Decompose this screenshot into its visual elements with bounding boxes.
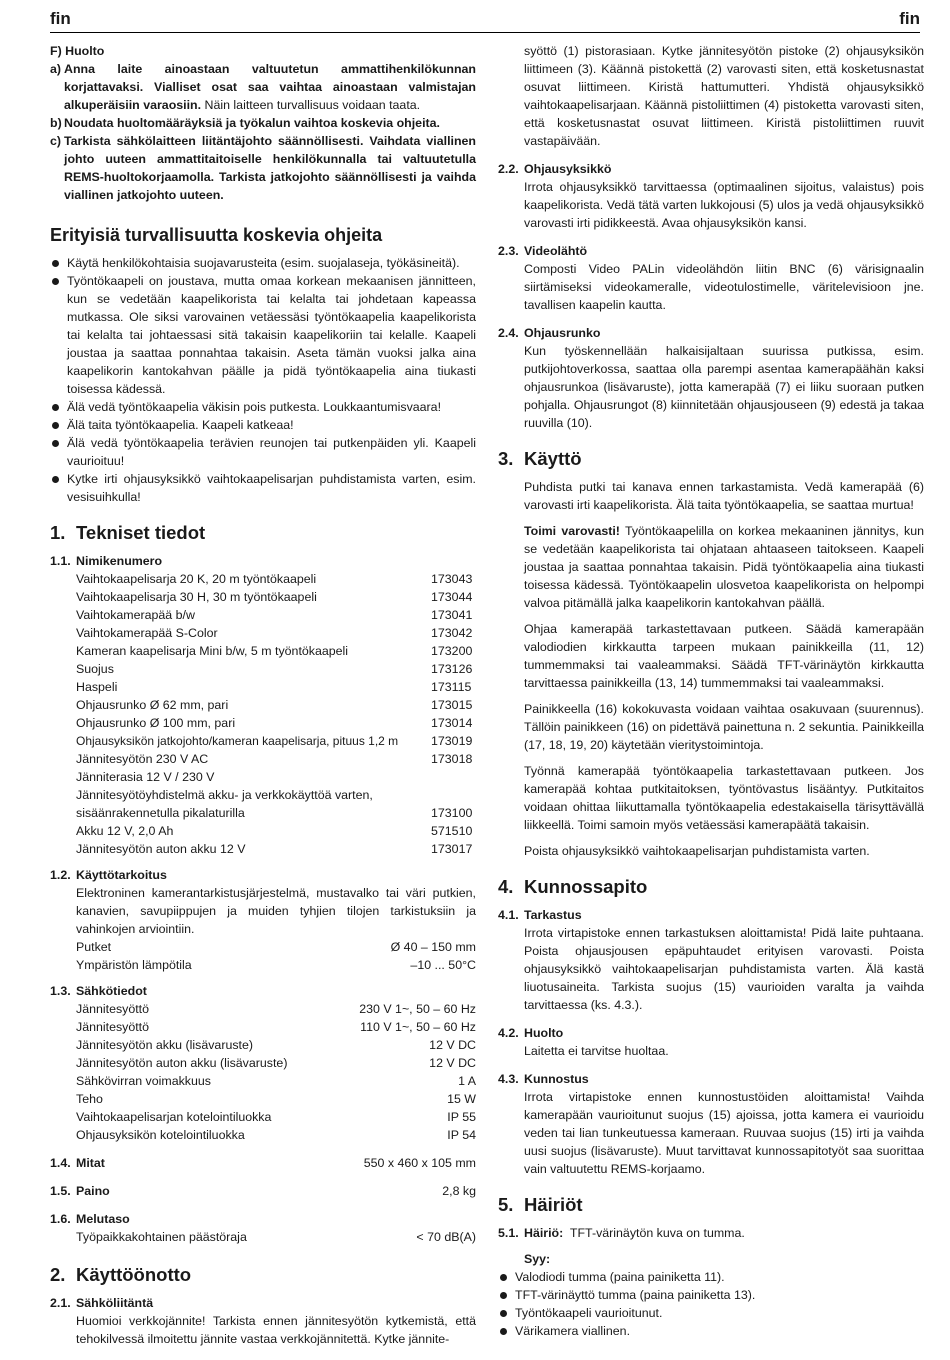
part-row bbox=[50, 624, 476, 642]
subsection-title: Sähkötiedot bbox=[76, 984, 147, 998]
inspection-text: Irrota virtapistoke ennen tarkastuksen aloittamista! Pidä laite puhtaana. Poista ohjausjousen epäpuhtaudet erityisen varovasti. Poista ohjausyksikkö vaihtokaapelisarjan puhdistamista varten. Älä kastä liuotusaineita. Tarkista suojus (15) vaurioiden varalta ja vaihda tarvittaessa (ks. 4.3.). bbox=[524, 926, 924, 1012]
spec-value: 15 W bbox=[447, 1092, 476, 1106]
subsection-1-1-heading bbox=[50, 552, 476, 570]
subsection-1-3-heading bbox=[50, 982, 476, 1000]
section-number: 3. bbox=[498, 448, 514, 469]
safety-item: Työntökaapeli on joustava, mutta omaa korkean mekaanisen jännitteen, kun se vedetään kaapelikorista tai kelalta tai johdetaan kapeassa mutkassa. Ole siksi varovainen vetäessäsi työntökaapelia kaapelikorista tai kelalta tai johtaessasi sitä takaisin kaapelikoriin tai kelalle. Kaapeli joustaa ja saattaa ponnahtaa takaisin. Aseta tämän vuoksi jalka aina kaapelikorin kantokahvan päälle ja pidä työntökaapelia aina tiukasti toisessa kädessä. bbox=[50, 272, 476, 398]
part-code: 173043 bbox=[431, 572, 473, 586]
subsection-title: Ohjausyksikkö bbox=[524, 162, 612, 176]
subsection-number: 1.4. bbox=[50, 1156, 71, 1170]
subsection-2-1-heading bbox=[50, 1294, 476, 1312]
subsection-2-3-heading bbox=[498, 242, 924, 260]
huolto-b-text: Noudata huoltomääräyksiä ja työkalun vaihtoa koskevia ohjeita. bbox=[64, 116, 440, 130]
part-name: Suojus bbox=[76, 662, 114, 676]
part-code bbox=[431, 786, 476, 804]
subsection-number: 1.5. bbox=[50, 1184, 71, 1198]
section-number: 2. bbox=[50, 1264, 66, 1285]
subsection-number: 4.3. bbox=[498, 1072, 519, 1086]
spec-key: Ohjausyksikön kotelointiluokka bbox=[76, 1128, 245, 1142]
spec-row bbox=[50, 1054, 476, 1072]
control-unit-text: Irrota ohjausyksikkö tarvittaessa (optimaalinen sijoitus, valaistus) pois kaapelikorista. Vedä tätä varten lukkojousi (5) ulos ja vedä ohjausyksikkö varovasti irti pidikkeestä. Avaa ohjausyksikön kansi. bbox=[524, 180, 924, 230]
spec-value: 110 V 1~, 50 – 60 Hz bbox=[360, 1020, 476, 1034]
operation-paragraph: Puhdista putki tai kanava ennen tarkastamista. Vedä kamerapää (6) varovasti irti kaapelikorista. Älä taita työntökaapelia, se saattaa murtua! bbox=[524, 480, 924, 512]
spec-value: 12 V DC bbox=[429, 1056, 476, 1070]
part-name: Jänniterasia 12 V / 230 V bbox=[76, 770, 215, 784]
safety-item: Käytä henkilökohtaisia suojavarusteita (esim. suojalaseja, työkäsineitä). bbox=[50, 254, 476, 272]
part-row bbox=[50, 570, 476, 588]
spec-key: Jännitesyötön akku (lisävaruste) bbox=[76, 1038, 253, 1052]
huolto-title: F) Huolto bbox=[50, 44, 105, 58]
safety-item: Älä vedä työntökaapelia väkisin pois putkesta. Loukkaantumisvaara! bbox=[50, 398, 476, 416]
huolto-a-rest: Näin laitteen turvallisuus voidaan taata. bbox=[201, 98, 421, 112]
spec-key: Työpaikkakohtainen päästöraja bbox=[76, 1230, 247, 1244]
subsection-1-6-heading bbox=[50, 1210, 476, 1228]
spec-key: Jännitesyöttö bbox=[76, 1020, 150, 1034]
part-name: Akku 12 V, 2,0 Ah bbox=[76, 824, 174, 838]
spec-row bbox=[50, 1000, 476, 1018]
video-output-text: Composti Video PALin videolähdön liitin BNC (6) värisignaalin siirtämiseksi videokameralle, videotulostimelle, väritelevisioon jne. tavallisen kaapelin kautta. bbox=[524, 262, 924, 312]
part-name: Ohjausrunko Ø 62 mm, pari bbox=[76, 698, 229, 712]
part-row bbox=[50, 606, 476, 624]
weight-value: 2,8 kg bbox=[442, 1184, 476, 1198]
spec-row bbox=[50, 1090, 476, 1108]
part-row bbox=[50, 822, 476, 840]
part-name: Vaihtokamerapää b/w bbox=[76, 608, 195, 622]
subsection-number: 2.4. bbox=[498, 326, 519, 340]
dimensions-row bbox=[50, 1154, 476, 1172]
subsection-number: 4.2. bbox=[498, 1026, 519, 1040]
part-code: 173200 bbox=[431, 644, 473, 658]
cause-label: Syy: bbox=[524, 1252, 551, 1266]
section-number: 4. bbox=[498, 876, 514, 897]
spec-key: Putket bbox=[76, 940, 112, 954]
part-name: Kameran kaapelisarja Mini b/w, 5 m työntökaapeli bbox=[76, 644, 349, 658]
spec-value: 1 A bbox=[458, 1074, 476, 1088]
subsection-number: 1.2. bbox=[50, 868, 71, 882]
subsection-4-2-heading bbox=[498, 1024, 924, 1042]
part-name: Jännitesyötöyhdistelmä akku- ja verkkokäyttöä varten, bbox=[76, 788, 373, 802]
item-marker: b) bbox=[50, 116, 62, 130]
power-connection-text-continued: syöttö (1) pistorasiaan. Kytke jännitesyötön pistoke (2) ohjausyksikön liittimeen (3). Käännä pistokettä (2) varovasti siten, että kosketusnastat osuvat liittimeen. Kiristä hattumutteri. Yhdistä ohjausyksikkö vaihtokaapelisarjaan. Käännä pistoliittimen (4) pistoketta varovasti siten, että kosketusnastat osuvat liittimeen. Kiristä pistoliittimen ruuvit vastapäivään. bbox=[524, 44, 924, 148]
part-code: 173042 bbox=[431, 626, 473, 640]
subsection-number: 2.3. bbox=[498, 244, 519, 258]
subsection-number: 1.3. bbox=[50, 984, 71, 998]
section-title: Häiriöt bbox=[524, 1194, 583, 1215]
spec-key: Vaihtokaapelisarjan kotelointiluokka bbox=[76, 1110, 272, 1124]
subsection-2-2-heading bbox=[498, 160, 924, 178]
section-title: Kunnossapito bbox=[524, 876, 648, 897]
fault-label: Häiriö: bbox=[524, 1226, 564, 1240]
subsection-title: Nimikenumero bbox=[76, 554, 163, 568]
power-connection-text: Huomioi verkkojännite! Tarkista ennen jännitesyötön kytkemistä, että tehokilvessä ilmoitettu jännite vastaa verkkojännitettä. Kytke jännite- bbox=[76, 1314, 476, 1346]
dimensions-value: 550 x 460 x 105 mm bbox=[363, 1156, 476, 1170]
part-row bbox=[50, 804, 476, 822]
huolto-item-c bbox=[50, 132, 476, 204]
subsection-number: 2.2. bbox=[498, 162, 519, 176]
part-row bbox=[50, 714, 476, 732]
subsection-title: Melutaso bbox=[76, 1212, 130, 1226]
part-code: 173115 bbox=[431, 680, 472, 694]
subsection-title: Kunnostus bbox=[524, 1072, 589, 1086]
part-row bbox=[50, 768, 476, 786]
subsection-title: Videolähtö bbox=[524, 244, 588, 258]
spec-row bbox=[50, 1108, 476, 1126]
part-code: 173100 bbox=[431, 806, 473, 820]
subsection-title: Huolto bbox=[524, 1026, 564, 1040]
operation-paragraph: Ohjaa kamerapää tarkastettavaan putkeen. Säädä kamerapään valodiodien kirkkautta tarpeen mukaan painikkeilla (11, 12) tummemmaksi tai vaaleammaksi. Säädä TFT-värinäytön kirkkautta tarvittaessa painikkeilla (13, 14) tummemmaksi tai vaaleammaksi. bbox=[524, 622, 924, 690]
huolto-c-text: Tarkista sähkölaitteen liitäntäjohto säännöllisesti. Vaihdata viallinen johto uuteen ammattitaitoiselle henkilökunnalla tai valtuutetulla REMS-huoltokorjaamolla. Tarkista jatkojohto säännöllisesti ja vaihda viallinen jatkojohto uuteen. bbox=[64, 134, 476, 202]
spec-value: Ø 40 – 150 mm bbox=[390, 940, 476, 954]
safety-item: Älä taita työntökaapelia. Kaapeli katkeaa! bbox=[50, 416, 476, 434]
huolto-item-a bbox=[50, 60, 476, 114]
operation-paragraph bbox=[498, 522, 924, 612]
spec-row bbox=[50, 1018, 476, 1036]
subsection-title: Mitat bbox=[76, 1156, 105, 1170]
subsection-4-1-heading bbox=[498, 906, 924, 924]
cause-item: TFT-värinäyttö tumma (paina painiketta 13). bbox=[498, 1286, 924, 1304]
language-code-right: fin bbox=[899, 9, 920, 28]
part-row bbox=[50, 660, 476, 678]
part-code: 173019 bbox=[431, 734, 473, 748]
section-title: Käyttöönotto bbox=[76, 1264, 192, 1285]
paragraph-text: Työntökaapelilla on korkea mekaaninen jännitys, kun se vedetään kaapelikorista tai ohjataan ahtaaseen taitokseen. Kaapeli joustaa ja saattaa ponnahtaa takaisin. Pidä työntökaapelia aina tiukasti toisessa kädessä. Työntökaapelin ulosvetoa kaapelikorista on helpompi valvoa pitämällä jalka kaapelikorin kantokahvan päällä. bbox=[524, 524, 924, 610]
item-marker: a) bbox=[50, 62, 62, 76]
cause-item: Värikamera viallinen. bbox=[498, 1322, 924, 1340]
part-code bbox=[431, 768, 476, 786]
section-2-heading bbox=[50, 1264, 476, 1286]
spec-row bbox=[50, 1126, 476, 1144]
part-row bbox=[50, 696, 476, 714]
huolto-item-b bbox=[50, 114, 476, 132]
subsection-4-3-heading bbox=[498, 1070, 924, 1088]
spec-key: Jännitesyötön auton akku (lisävaruste) bbox=[76, 1056, 288, 1070]
subsection-title: Paino bbox=[76, 1184, 110, 1198]
part-row bbox=[50, 588, 476, 606]
part-name: Ohjausyksikön jatkojohto/kameran kaapelisarja, pituus 1,2 m bbox=[76, 734, 399, 748]
subsection-title: Sähköliitäntä bbox=[76, 1296, 154, 1310]
spec-value: IP 55 bbox=[447, 1110, 476, 1124]
part-name: sisäänrakennetulla pikalaturilla bbox=[76, 806, 245, 820]
subsection-1-2-heading bbox=[50, 866, 476, 884]
part-code: 173044 bbox=[431, 590, 473, 604]
spec-key: Sähkövirran voimakkuus bbox=[76, 1074, 211, 1088]
subsection-number: 1.6. bbox=[50, 1212, 71, 1226]
parts-list bbox=[50, 570, 476, 858]
spec-value: < 70 dB(A) bbox=[416, 1230, 476, 1244]
part-code: 173015 bbox=[431, 698, 473, 712]
safety-list bbox=[50, 254, 476, 506]
section-3-heading bbox=[498, 448, 924, 470]
right-column bbox=[498, 42, 924, 1340]
part-name: Vaihtokamerapää S-Color bbox=[76, 626, 218, 640]
part-code: 571510 bbox=[431, 824, 473, 838]
part-row bbox=[50, 786, 476, 804]
left-column bbox=[50, 42, 476, 1348]
cause-item: Valodiodi tumma (paina painiketta 11). bbox=[498, 1268, 924, 1286]
electrical-specs bbox=[50, 1000, 476, 1144]
spec-value: IP 54 bbox=[447, 1128, 476, 1142]
part-name: Jännitesyötön auton akku 12 V bbox=[76, 842, 246, 856]
part-code: 173126 bbox=[431, 662, 473, 676]
part-code: 173041 bbox=[431, 608, 473, 622]
spec-row bbox=[50, 1072, 476, 1090]
operation-paragraph: Painikkeella (16) kokokuvasta voidaan vaihtaa osakuvaan (suurennus). Tällöin painikkeen (16) on pidettävä painettuna n. 2 sekuntia. Painikkeilla (17, 18, 19, 20) käytetään vieritystoimintoja. bbox=[524, 702, 924, 752]
spec-key: Jännitesyöttö bbox=[76, 1002, 150, 1016]
subsection-number: 4.1. bbox=[498, 908, 519, 922]
spec-value: 230 V 1~, 50 – 60 Hz bbox=[359, 1002, 476, 1016]
spec-row bbox=[50, 938, 476, 956]
operation-paragraph: Työnnä kamerapää työntökaapelia tarkastettavaan putkeen. Jos kamerapää kohtaa putkitaitoksen, työntövastus lisääntyy. Putkitaitos voidaan ohittaa liikuttamalla työntökaapelia edestakaisella tärisyttävällä liikkeellä. Toimi samoin myös vetäessäsi kamerapäätä takaisin. bbox=[524, 764, 924, 832]
section-title: Tekniset tiedot bbox=[76, 522, 206, 543]
weight-row bbox=[50, 1182, 476, 1200]
part-code: 173014 bbox=[431, 716, 473, 730]
part-row bbox=[50, 750, 476, 768]
huolto-a-bold: Anna laite ainoastaan valtuutetun ammattihenkilökunnan korjattavaksi. Vialliset osat saa vaihtaa ainoastaan valmistajan alkuperäisiin varaosiin. bbox=[64, 62, 476, 112]
spec-row bbox=[50, 956, 476, 974]
subsection-2-4-heading bbox=[498, 324, 924, 342]
operation-paragraph: Poista ohjausyksikkö vaihtokaapelisarjan puhdistamista varten. bbox=[524, 844, 870, 858]
safety-item: Kytke irti ohjausyksikkö vaihtokaapelisarjan puhdistamista varten, esim. vesisuihkulla! bbox=[50, 470, 476, 506]
cause-item: Työntökaapeli vaurioitunut. bbox=[498, 1304, 924, 1322]
part-name: Haspeli bbox=[76, 680, 118, 694]
item-marker: c) bbox=[50, 134, 62, 148]
fault-row bbox=[498, 1224, 924, 1242]
spec-value: –10 ... 50°C bbox=[410, 958, 476, 972]
spec-key: Teho bbox=[76, 1092, 103, 1106]
subsection-number: 1.1. bbox=[50, 554, 71, 568]
part-code: 173017 bbox=[431, 842, 473, 856]
part-name: Vaihtokaapelisarja 30 H, 30 m työntökaapeli bbox=[76, 590, 317, 604]
section-title: Käyttö bbox=[524, 448, 582, 469]
language-code-left: fin bbox=[50, 9, 71, 28]
page-header bbox=[50, 8, 920, 33]
section-number: 1. bbox=[50, 522, 66, 543]
part-name: Jännitesyötön 230 V AC bbox=[76, 752, 209, 766]
safety-item: Älä vedä työntökaapelia terävien reunojen tai putkenpäiden yli. Kaapeli vaurioituu! bbox=[50, 434, 476, 470]
noise-row bbox=[50, 1228, 476, 1246]
guide-frame-text: Kun työskennellään halkaisijaltaan suurissa putkissa, esim. putkijohtoverkossa, saattaa olla parempi asentaa kamerapäähän kaksi ohjausrunkoa (lisävaruste), jotta kamerapää (7) ei liiku suoraan putken pohjalla. Ohjausrungot (8) kiinnitetään ohjausjouseen (9) edestä ja takaa ruuvilla (10). bbox=[524, 344, 924, 430]
subsection-number: 2.1. bbox=[50, 1296, 71, 1310]
subsection-number: 5.1. bbox=[498, 1226, 519, 1240]
safety-title: Erityisiä turvallisuutta koskevia ohjeita bbox=[50, 225, 383, 245]
section-4-heading bbox=[498, 876, 924, 898]
spec-value: 12 V DC bbox=[429, 1038, 476, 1052]
part-row bbox=[50, 642, 476, 660]
subsection-title: Käyttötarkoitus bbox=[76, 868, 167, 882]
part-row bbox=[50, 732, 476, 750]
section-number: 5. bbox=[498, 1194, 514, 1215]
repair-text: Irrota virtapistoke ennen kunnostustöiden aloittamista! Vaihda kamerapään vaurioitunut suojus (15) ajoissa, jotta kamera ei vaurioidu veden tai lian tunkeutuessa kameraan. Ruuvaa suojus (15) irti ja vaihda uusi suojus (lisävaruste). Muut tarvittavat kunnossapitotyöt saa suorittaa vain valtuutettu REMS-korjaamo. bbox=[524, 1090, 924, 1176]
part-name: Vaihtokaapelisarja 20 K, 20 m työntökaapeli bbox=[76, 572, 317, 586]
purpose-text: Elektroninen kamerantarkistusjärjestelmä, mustavalko tai väri putkien, kanavien, savupiippujen ja muiden tyhjien tilojen tarkistuksiin ja vahinkojen arviointiin. bbox=[76, 886, 476, 936]
part-row bbox=[50, 678, 476, 696]
section-5-heading bbox=[498, 1194, 924, 1216]
part-code: 173018 bbox=[431, 752, 473, 766]
subsection-title: Ohjausrunko bbox=[524, 326, 601, 340]
maintenance-text: Laitetta ei tarvitse huoltaa. bbox=[524, 1044, 669, 1058]
subsection-title: Tarkastus bbox=[524, 908, 582, 922]
part-name: Ohjausrunko Ø 100 mm, pari bbox=[76, 716, 236, 730]
spec-key: Ympäristön lämpötila bbox=[76, 958, 192, 972]
fault-text: TFT-värinäytön kuva on tumma. bbox=[569, 1226, 745, 1240]
warning-label: Toimi varovasti! bbox=[524, 524, 620, 538]
cause-list bbox=[498, 1268, 924, 1340]
part-row bbox=[50, 840, 476, 858]
spec-row bbox=[50, 1036, 476, 1054]
section-1-heading bbox=[50, 522, 476, 544]
